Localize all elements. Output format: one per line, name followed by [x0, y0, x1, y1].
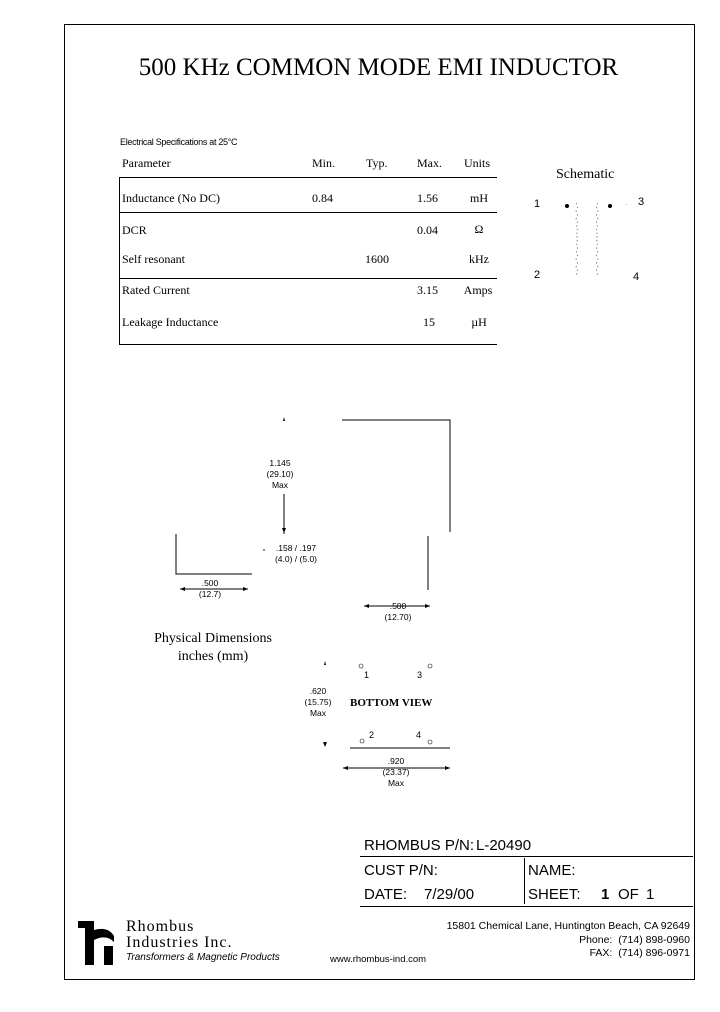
row-typ: 1600 [365, 252, 389, 266]
width-mm: (23.37) [382, 767, 410, 777]
pin-spacing-right [376, 601, 420, 623]
schematic-pin-4: 4 [633, 271, 640, 283]
fax-label: FAX: [589, 947, 613, 959]
row-parameter: DCR [122, 223, 147, 237]
physical-dimensions-label [140, 630, 286, 666]
table-left-border [119, 177, 120, 344]
pin-spacing-left-inch: .500 [201, 578, 219, 588]
company-address: 15801 Chemical Lane, Huntington Beach, CA 92649 [446, 920, 690, 932]
lead-dimension [268, 543, 324, 565]
company-fax [590, 947, 690, 959]
lead-inch: .158 / .197 [275, 543, 317, 553]
depth-mm: (15.75) [304, 697, 332, 707]
pn-label: RHOMBUS P/N: [364, 837, 475, 854]
svg-text:.: . [625, 198, 628, 207]
bottom-view-label: BOTTOM VIEW [350, 697, 433, 709]
spec-caption: Electrical Specifications at 25°C [120, 137, 238, 147]
bottom-pin-2: 2 [369, 730, 375, 740]
row-units: Ω [474, 222, 484, 236]
title-block-divider [524, 858, 525, 904]
header-units: Units [464, 156, 491, 170]
height-inch: 1.145 [269, 458, 291, 468]
row-units: mH [470, 191, 488, 205]
row-max: 0.04 [417, 223, 438, 237]
row-units: Amps [463, 283, 493, 297]
lead-mm: (4.0) / (5.0) [274, 554, 318, 564]
height-dimension [256, 458, 304, 491]
fax-value: (714) 896-0971 [618, 947, 690, 959]
company-name-line2: Industries Inc. [126, 934, 233, 951]
row-parameter: Rated Current [122, 283, 190, 297]
date-label: DATE: [364, 886, 408, 903]
bottom-pin-3: 3 [417, 670, 423, 680]
row-parameter: Leakage Inductance [122, 315, 219, 329]
depth-note: Max [309, 708, 327, 718]
sheet-value: 1 [601, 886, 610, 903]
pin-spacing-right-mm: (12.70) [384, 612, 412, 622]
phone-label: Phone: [579, 934, 613, 946]
depth-dimension [296, 686, 340, 719]
rhombus-logo-icon [76, 918, 122, 968]
bottom-pin-1: 1 [364, 670, 370, 680]
pin-spacing-left-mm: (12.7) [198, 589, 222, 599]
table-rule [119, 344, 497, 345]
row-max: 3.15 [417, 283, 438, 297]
width-inch: .920 [387, 756, 405, 766]
company-tagline: Transformers & Magnetic Products [126, 952, 280, 963]
height-mm: (29.10) [266, 469, 294, 479]
row-min: 0.84 [312, 191, 333, 205]
schematic-pin-3: 3 [638, 196, 645, 208]
row-parameter: Self resonant [122, 252, 185, 266]
company-phone [579, 934, 690, 946]
schematic-title: Schematic [556, 167, 615, 182]
header-parameter: Parameter [122, 156, 171, 170]
width-dimension [372, 756, 420, 789]
table-rule [119, 278, 497, 279]
row-max: 1.56 [417, 191, 438, 205]
row-units: kHz [469, 252, 489, 266]
schematic-coils [540, 195, 650, 285]
bottom-pin-4: 4 [416, 730, 422, 740]
schematic-pin-1: 1 [534, 198, 541, 210]
name-label: NAME: [528, 862, 576, 879]
row-parameter: Inductance (No DC) [122, 191, 220, 205]
height-note: Max [271, 480, 289, 490]
header-min: Min. [312, 156, 336, 170]
width-note: Max [387, 778, 405, 788]
cust-pn-label: CUST P/N: [364, 862, 438, 879]
company-website[interactable]: www.rhombus-ind.com [330, 954, 427, 965]
pn-value: L-20490 [476, 837, 532, 854]
schematic-pin-2: 2 [534, 269, 541, 281]
units-note: inches (mm) [177, 649, 249, 664]
pin-spacing-right-inch: .500 [389, 601, 407, 611]
header-max: Max. [417, 156, 442, 170]
depth-inch: .620 [309, 686, 327, 696]
sheet-label: SHEET: [528, 886, 581, 903]
row-units: µH [471, 315, 487, 329]
title-block-rule [360, 856, 693, 857]
title-block-rule [360, 906, 693, 907]
sheet-of: OF [618, 886, 639, 903]
pin-spacing-left [190, 578, 230, 600]
table-rule [119, 212, 497, 213]
company-name-line1: Rhombus [126, 918, 195, 935]
date-value: 7/29/00 [424, 886, 475, 903]
phone-value: (714) 898-0960 [618, 934, 690, 946]
row-max: 15 [423, 315, 435, 329]
table-rule [119, 177, 497, 178]
header-typ: Typ. [366, 156, 388, 170]
document-title: 500 KHz COMMON MODE EMI INDUCTOR [138, 54, 619, 81]
physical-dimensions-title: Physical Dimensions [154, 631, 272, 646]
sheet-total: 1 [646, 886, 655, 903]
